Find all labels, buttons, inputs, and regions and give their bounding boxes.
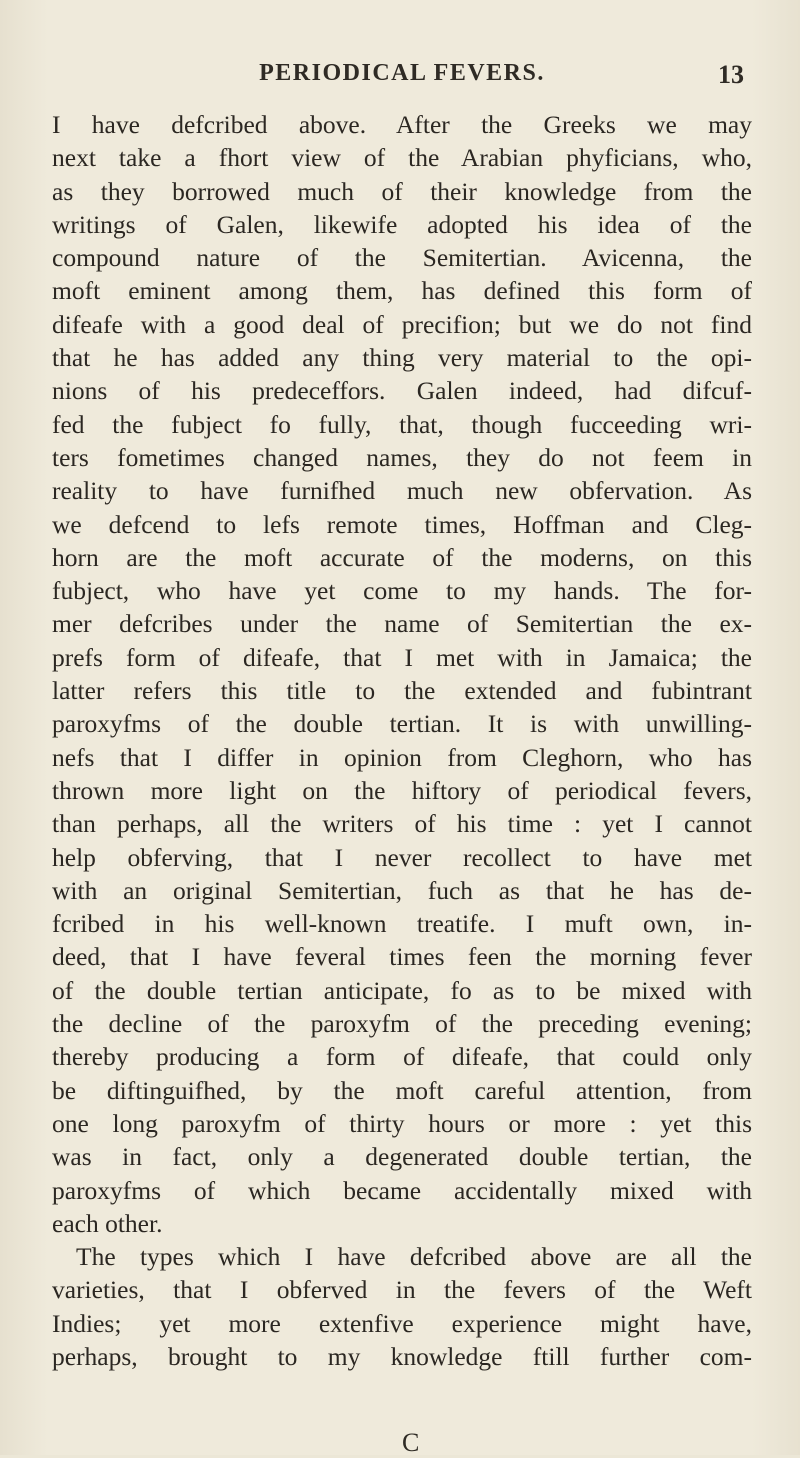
text-line: thrown more light on the hiftory of periodical fevers, — [52, 775, 752, 805]
text-line: paroxyfms of the double tertian. It is with unwilling- — [52, 709, 752, 739]
text-line: next take a fhort view of the Arabian phyficians, who, — [52, 143, 752, 173]
text-line: horn are the moft accurate of the moderns, on this — [52, 542, 752, 572]
text-line: ters fometimes changed names, they do not feem in — [52, 442, 752, 472]
text-line: reality to have furnifhed much new obfervation. As — [52, 476, 752, 506]
text-line: prefs form of difeafe, that I met with in Jamaica; the — [52, 642, 752, 672]
text-line: nefs that I differ in opinion from Cleghorn, who has — [52, 742, 752, 772]
text-line: compound nature of the Semitertian. Avicenna, the — [52, 243, 752, 273]
text-line: I have defcribed above. After the Greeks we may — [52, 110, 752, 139]
text-line: with an original Semitertian, fuch as that he has de- — [52, 875, 752, 905]
text-line: moft eminent among them, has defined this form of — [52, 276, 752, 306]
text-line: of the double tertian anticipate, fo as to be mixed with — [52, 975, 752, 1005]
text-line: writings of Galen, likewife adopted his idea of the — [52, 209, 752, 239]
text-line: the decline of the paroxyfm of the preceding evening; — [52, 1009, 752, 1039]
text-line: fcribed in his well-known treatife. I muft own, in- — [52, 909, 752, 939]
text-line: Indies; yet more extenfive experience might have, — [52, 1308, 752, 1338]
text-line: deed, that I have feveral times feen the morning fever — [52, 942, 752, 972]
text-line: be diftinguifhed, by the moft careful attention, from — [52, 1075, 752, 1105]
text-line: perhaps, brought to my knowledge ftill further com- — [52, 1341, 752, 1371]
text-line: one long paroxyfm of thirty hours or more : yet this — [52, 1108, 752, 1138]
text-line: nions of his predeceffors. Galen indeed, had difcuf- — [52, 376, 752, 406]
text-line: fed the fubject fo fully, that, though fucceeding wri- — [52, 409, 752, 439]
text-line: that he has added any thing very material to the opi- — [52, 343, 752, 373]
body-text — [52, 108, 752, 1373]
text-line: thereby producing a form of difeafe, that could only — [52, 1042, 752, 1072]
text-line: varieties, that I obferved in the fevers of the Weft — [52, 1275, 752, 1305]
text-line: difeafe with a good deal of precifion; but we do not find — [52, 309, 752, 339]
text-line: help obferving, that I never recollect to have met — [52, 842, 752, 872]
page-number: 13 — [718, 60, 744, 89]
text-line: each other. — [52, 1208, 163, 1238]
text-line: we defcend to lefs remote times, Hoffman and Cleg- — [52, 509, 752, 539]
text-line: latter refers this title to the extended and fubintrant — [52, 676, 752, 706]
page-title: PERIODICAL FEVERS. — [259, 60, 545, 86]
running-head — [52, 60, 752, 94]
text-line: as they borrowed much of their knowledge from the — [52, 176, 752, 206]
text-line: mer defcribes under the name of Semitertian the ex- — [52, 609, 752, 639]
text-line: than perhaps, all the writers of his time : yet I cannot — [52, 809, 752, 839]
text-line: was in fact, only a degenerated double tertian, the — [52, 1142, 752, 1172]
text-line: fubject, who have yet come to my hands. The for- — [52, 576, 752, 606]
text-line: The types which I have defcribed above are all the — [76, 1242, 752, 1272]
text-line: paroxyfms of which became accidentally mixed with — [52, 1175, 752, 1205]
catchword: C — [402, 1428, 420, 1457]
